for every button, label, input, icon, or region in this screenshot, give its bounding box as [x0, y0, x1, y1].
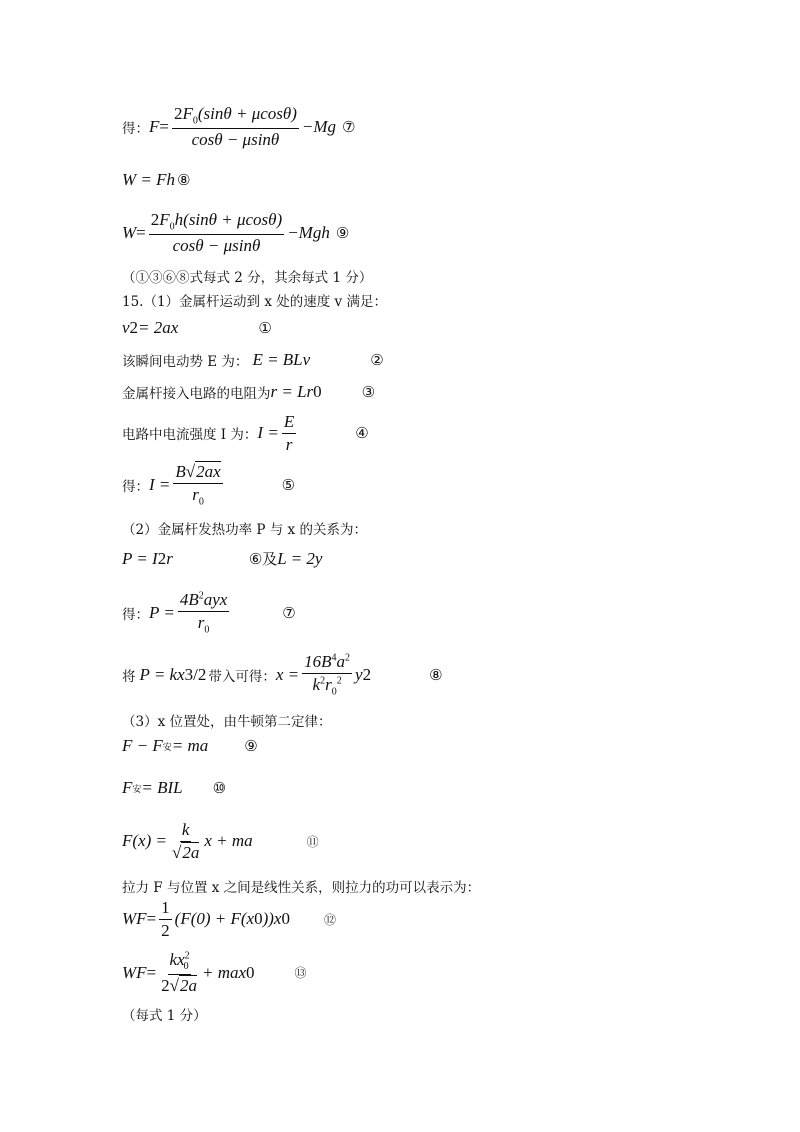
problem-15-part-3: （3）x 位置处，由牛顿第二定律： — [122, 714, 332, 730]
equation-number: ⑧ — [177, 171, 191, 189]
work-formula-line: W F = $\frac{1}{2}$ (F(0) + F(x 0 ))x 0 ⑫ — [122, 898, 336, 940]
fraction: $\frac{16B^4a^2}{k^2r_0^2}$ — [304, 652, 351, 697]
equation-number: ③ — [361, 383, 376, 401]
work-linear-text: 拉力 F 与位置 x 之间是线性关系，则拉力的功可以表示为： — [122, 880, 481, 896]
equation-number: ⑤ — [281, 475, 296, 494]
problem-15-part-1: 15.（1）金属杆运动到 x 处的速度 v 满足： — [122, 294, 387, 310]
fraction: $\frac{1}{2}$ — [161, 898, 170, 940]
tail: −Mg — [301, 116, 337, 136]
power-result-line: 得： P = $\frac{4B^2ayx}{r_0}$ ⑦ — [122, 590, 296, 635]
equation-w-line — [122, 170, 190, 190]
velocity-equation-line: v 2 = 2ax ① — [122, 318, 272, 337]
equation-number: ① — [258, 319, 272, 337]
lhs: W — [122, 222, 137, 242]
equation-f-line — [122, 104, 356, 149]
fraction: $\frac{2F_0h(\sin\theta + \mu\cos\theta)}{\cos\theta - \mu\sin\theta}$ — [150, 210, 283, 255]
equation-number: ⑩ — [212, 779, 227, 797]
equation-number: ⑨ — [335, 223, 350, 242]
resistance-line: 金属杆接入电路的电阻为 r = Lr 0 ③ — [122, 382, 376, 402]
equation-number: ⑥及 — [248, 550, 278, 568]
fraction: $\frac{2F_0(\sin\theta + \mu\cos\theta)}{\cos\theta - \mu\sin\theta}$ — [173, 104, 297, 149]
equation-number: ④ — [355, 424, 369, 443]
current-line: 电路中电流强度 I 为： I = $\frac{E}{r}$ ④ — [122, 412, 369, 454]
problem-15-part-2: （2）金属杆发热功率 P 与 x 的关系为： — [122, 522, 367, 538]
equation: W = Fh — [122, 170, 176, 189]
equation-number: ⑧ — [429, 665, 443, 684]
equation-number: ⑬ — [294, 966, 307, 981]
fraction: $\frac{B√2ax}{r_0}$ — [175, 462, 221, 507]
newton-line: F − F 安 = ma ⑨ — [122, 736, 258, 755]
force-function-line: F(x) = $\frac{k}{√2a}$ x + ma ⑪ — [122, 820, 319, 862]
scoring-note: （①③⑥⑧式每式 2 分，其余每式 1 分） — [122, 270, 373, 286]
rest: = 2ax — [138, 318, 179, 337]
fraction: $\frac{4B^2ayx}{r_0}$ — [179, 590, 228, 635]
equation-number: ⑪ — [306, 834, 319, 849]
ampere-force-line: F 安 = BIL ⑩ — [122, 778, 227, 797]
equation-number: ② — [370, 351, 384, 369]
eq: = — [159, 116, 169, 136]
equation-number: ⑨ — [244, 737, 258, 755]
de-label: 得： — [122, 120, 149, 137]
equation-number: ⑫ — [323, 912, 336, 927]
power-line: P = I 2 r ⑥及 L = 2y — [122, 548, 323, 568]
fraction: $\frac{kx^2_0}{2√2a}$ — [161, 950, 197, 995]
lhs: F — [149, 116, 160, 136]
substitution-line: 将 P = kx 3/2 带入可得： x = $\frac{16B^4a^2}{k^2r_0^2}$ y 2 ⑧ — [122, 652, 443, 697]
fraction: $\frac{E}{r}$ — [283, 412, 295, 454]
current-result-line: 得： I = $\frac{B√2ax}{r_0}$ ⑤ — [122, 462, 296, 507]
emf-line: 该瞬间电动势 E 为： E = BLv ② — [122, 350, 384, 370]
v: v — [122, 318, 130, 337]
work-result-line: W F = $\frac{kx^2_0}{2√2a}$ + max 0 ⑬ — [122, 950, 307, 995]
eq: = — [136, 222, 146, 242]
fraction: $\frac{k}{√2a}$ — [171, 820, 200, 862]
equation-number: ⑦ — [342, 117, 356, 136]
final-scoring-note: （每式 1 分） — [122, 1008, 207, 1024]
equation-w-expanded-line — [122, 210, 349, 255]
equation-number: ⑦ — [282, 603, 296, 622]
tail: −Mgh — [287, 222, 330, 242]
